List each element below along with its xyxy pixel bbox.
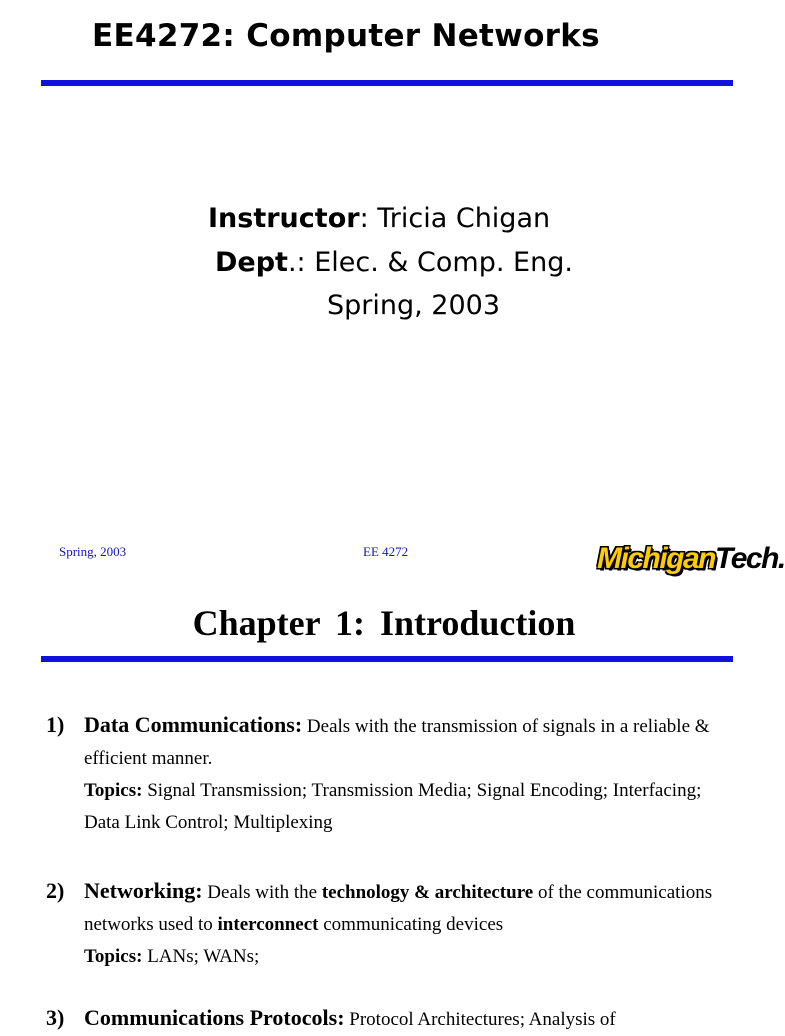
item-text: Protocol Architectures; Analysis of: [344, 1009, 616, 1030]
footer-course: EE 4272: [363, 544, 409, 559]
footer-date: Spring, 2003: [59, 544, 127, 559]
dept-value: .: Elec. & Comp. Eng.: [287, 247, 573, 278]
instructor-label: Instructor: [208, 203, 360, 234]
topics-text: Signal Transmission; Transmission Media; Signal Encoding; Interfacing; Data Link Control; Multiplexing: [84, 780, 702, 833]
topics-label: Topics:: [84, 780, 143, 801]
slide-chapter: [0, 586, 768, 1030]
item-emphasis: technology & architecture: [321, 882, 534, 903]
item-number: 3): [46, 1005, 65, 1030]
item-text: of the communications networks used to: [84, 882, 713, 935]
item-heading: Communications Protocols:: [84, 1005, 345, 1030]
list-item: [46, 1002, 736, 1036]
item-text: Deals with the: [202, 882, 322, 903]
dept-line: [215, 247, 573, 278]
title-rule: [41, 80, 733, 86]
list-item: [46, 875, 736, 973]
item-heading: Data Communications:: [84, 712, 303, 737]
instructor-value: : Tricia Chigan: [359, 203, 551, 234]
topics-text: LANs; WANs;: [142, 946, 260, 967]
chapter-title: Chapter 1: Introduction: [192, 603, 576, 643]
term-line: Spring, 2003: [327, 290, 501, 321]
item-number: 2): [46, 878, 65, 903]
item-text: Deals with the transmission of signals in a reliable & efficient manner.: [84, 716, 710, 769]
course-title: EE4272: Computer Networks: [92, 18, 600, 54]
logo-tech: Tech.: [715, 542, 785, 575]
item-emphasis: interconnect: [217, 914, 319, 935]
logo-michigan: Michigan: [597, 542, 716, 575]
item-number: 1): [46, 712, 65, 737]
dept-label: Dept: [215, 247, 288, 278]
instructor-line: [208, 203, 550, 234]
topics-label: Topics:: [84, 946, 143, 967]
michigan-tech-logo: [597, 541, 785, 577]
chapter-rule: [41, 656, 733, 662]
item-text: communicating devices: [318, 914, 504, 935]
item-heading: Networking:: [84, 878, 203, 903]
list-item: [46, 709, 736, 839]
